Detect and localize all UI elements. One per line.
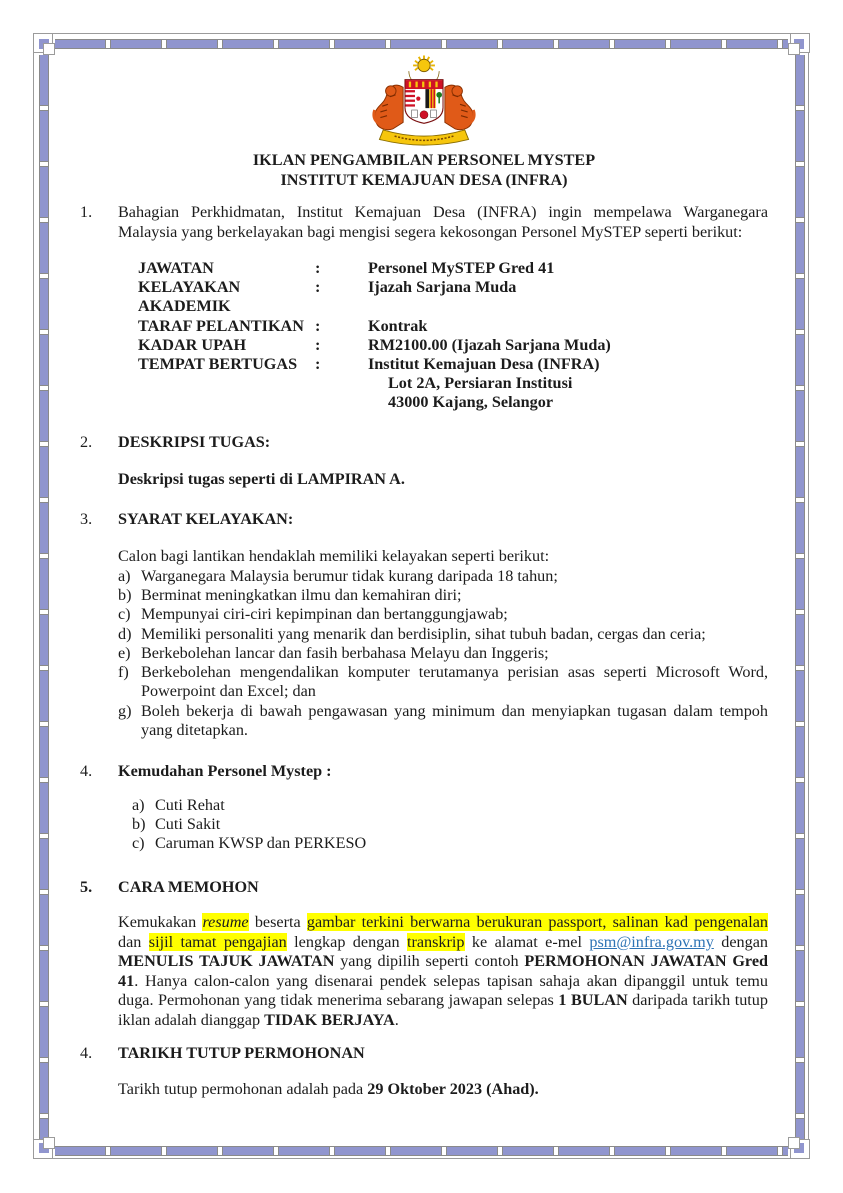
closing-date-paragraph [118, 1080, 768, 1100]
table-row [138, 355, 768, 374]
section-number: 5. [80, 877, 93, 896]
section-number: 4. [80, 1044, 93, 1063]
border-corner-ornament [789, 1138, 810, 1159]
body-text: yang dipilih seperti contoh [334, 952, 525, 971]
spec-value: Ijazah Sarjana Muda [368, 278, 517, 297]
section-heading: CARA MEMOHON [118, 877, 259, 896]
benefits-list [132, 796, 768, 854]
spec-colon: : [315, 335, 321, 354]
spec-label: TEMPAT BERTUGAS [138, 355, 298, 374]
title-line-1: IKLAN PENGAMBILAN PERSONEL MYSTEP [252, 151, 596, 169]
spec-value: Kontrak [368, 316, 428, 335]
section-number: 2. [80, 432, 93, 451]
list-text: Warganegara Malaysia berumur tidak kurang daripada 18 tahun; [141, 566, 558, 585]
spec-value: RM2100.00 (Ijazah Sarjana Muda) [368, 335, 611, 354]
spec-colon: : [315, 355, 321, 374]
section-cara-memohon [80, 878, 768, 1031]
spec-label: KADAR UPAH [138, 335, 247, 354]
section-number: 3. [80, 509, 93, 528]
document-content [80, 55, 768, 1099]
list-text: Memiliki personaliti yang menarik dan berdisiplin, sihat tubuh badan, cergas dan ceria; [141, 624, 706, 643]
list-item [132, 796, 768, 815]
address-line: Lot 2A, Persiaran Institusi [388, 374, 573, 393]
list-item [132, 815, 768, 834]
list-text: Berminat meningkatkan ilmu dan kemahiran diri; [141, 585, 462, 604]
table-row [138, 259, 768, 278]
application-paragraph [118, 913, 768, 1030]
list-letter: c) [118, 605, 131, 624]
spec-colon: : [315, 316, 321, 335]
list-item [118, 586, 768, 605]
list-letter: a) [118, 566, 131, 585]
body-text: ke alamat e-mel [464, 932, 590, 951]
coat-of-arms-logo [80, 55, 768, 148]
title-line-2: INSTITUT KEMAJUAN DESA (INFRA) [280, 170, 568, 189]
list-text: Cuti Rehat [155, 795, 225, 814]
section-intro [80, 203, 768, 413]
list-text: Mempunyai ciri-ciri kepimpinan dan bertanggungjawab; [141, 605, 508, 624]
body-text: . Hanya calon-calon yang disenarai pendek selepas tapisan sahaja akan dipanggil untuk temu duga. Permohonan yang tidak menerima sebarang jawapan selepas [118, 971, 768, 1010]
body-text: . [394, 1010, 399, 1029]
body-text: dengan [713, 932, 769, 951]
border-corner-ornament [33, 33, 54, 54]
list-text: Berkebolehan mengendalikan komputer terutamanya perisian asas seperti Microsoft Word, Powerpoint dan Excel; dan [141, 663, 768, 701]
address-line: 43000 Kajang, Selangor [388, 393, 554, 412]
body-text: beserta [248, 913, 307, 932]
spec-value: Institut Kemajuan Desa (INFRA) [368, 355, 600, 374]
section-number: 4. [80, 762, 93, 781]
body-text: Kemukakan [118, 913, 203, 932]
list-letter: b) [132, 815, 146, 834]
highlighted-text: gambar terkini berwarna berukuran passport, salinan kad pengenalan [306, 913, 768, 932]
malaysia-coat-of-arms-icon [366, 55, 482, 147]
spec-label: JAWATAN [138, 259, 214, 277]
bold-text: 1 BULAN [558, 991, 628, 1010]
section-heading: TARIKH TUTUP PERMOHONAN [118, 1044, 365, 1063]
section-deskripsi-tugas [80, 433, 768, 490]
spec-colon: : [315, 278, 321, 297]
section-heading: Kemudahan Personel Mystep : [118, 762, 332, 781]
body-text: daripada tarikh tutup iklan adalah dianggap [118, 991, 768, 1029]
bold-text: MENULIS TAJUK JAWATAN [118, 952, 335, 971]
spec-label: KELAYAKAN AKADEMIK [138, 278, 241, 316]
list-item [118, 702, 768, 741]
highlighted-text: sijil tamat pengajian [148, 932, 287, 951]
border-corner-ornament [33, 1138, 54, 1159]
list-intro: Calon bagi lantikan hendaklah memiliki kelayakan seperti berikut: [118, 547, 550, 566]
list-item [118, 605, 768, 624]
body-text: lengkap dengan [286, 932, 407, 951]
border-corner-ornament [789, 33, 810, 54]
list-letter: d) [118, 624, 132, 643]
email-link[interactable]: psm@infra.gov.my [589, 932, 714, 951]
intro-paragraph: Bahagian Perkhidmatan, Institut Kemajuan Desa (INFRA) ingin mempelawa Warganegara Malaysia yang berkelayakan bagi mengisi segera kekosongan Personel MySTEP seperti berikut: [118, 203, 768, 241]
list-text: Berkebolehan lancar dan fasih berbahasa Melayu dan Inggeris; [141, 643, 549, 662]
table-row [138, 278, 768, 316]
body-text: Tarikh tutup permohonan adalah pada [118, 1079, 368, 1098]
list-item [118, 663, 768, 702]
document-title [80, 151, 768, 190]
section-kemudahan [80, 762, 768, 853]
section-body: Deskripsi tugas seperti di LAMPIRAN A. [118, 470, 405, 489]
job-spec-table [138, 259, 768, 413]
section-heading: SYARAT KELAYAKAN: [118, 509, 294, 528]
section-tarikh-tutup [80, 1044, 768, 1099]
page-border-band-bottom [55, 1146, 788, 1156]
list-letter: b) [118, 585, 132, 604]
list-item [118, 625, 768, 644]
list-item [132, 834, 768, 853]
list-letter: e) [118, 643, 131, 662]
list-letter: g) [118, 701, 132, 720]
spec-label: TARAF PELANTIKAN [138, 316, 304, 335]
page-border-band-right [795, 55, 805, 1139]
list-letter: c) [132, 834, 145, 853]
bold-text: PERMOHONAN JAWATAN Gred 41 [118, 952, 769, 990]
page-border-band-left [39, 55, 49, 1139]
section-syarat-kelayakan [80, 510, 768, 741]
list-item [118, 567, 768, 586]
section-heading: DESKRIPSI TUGAS: [118, 432, 271, 451]
body-text: dan [118, 932, 149, 951]
highlighted-text: resume [202, 913, 249, 932]
list-text: Cuti Sakit [155, 815, 221, 834]
table-row [138, 317, 768, 336]
page-border-band-top [55, 39, 788, 49]
list-text: Boleh bekerja di bawah pengawasan yang minimum dan menyiapkan tugasan dalam tempoh yang ditetapkan. [141, 701, 768, 739]
list-letter: a) [132, 795, 145, 814]
table-row [138, 336, 768, 355]
bold-text: TIDAK BERJAYA [264, 1010, 395, 1029]
requirements-list [118, 567, 768, 741]
spec-value: Personel MySTEP Gred 41 [368, 259, 555, 277]
section-number: 1. [80, 203, 93, 221]
spec-colon: : [315, 259, 321, 277]
bold-text: 29 Oktober 2023 (Ahad). [367, 1079, 539, 1098]
highlighted-text: transkrip [406, 932, 465, 951]
list-text: Caruman KWSP dan PERKESO [155, 834, 367, 853]
list-item [118, 644, 768, 663]
list-letter: f) [118, 663, 129, 682]
